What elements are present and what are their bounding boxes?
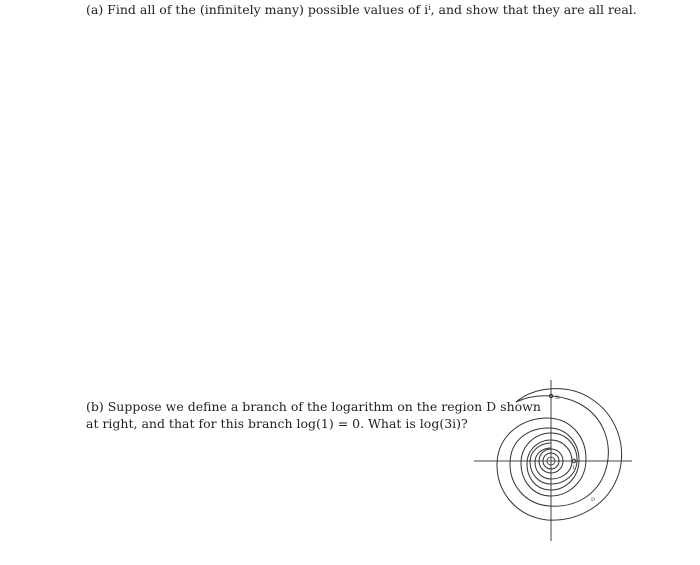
label-1: 1 — [572, 465, 576, 471]
region-d-figure — [466, 376, 636, 546]
problem-b-text — [86, 398, 541, 432]
problem-a-text: (a) Find all of the (infinitely many) possible values of iⁱ, and show that they are all real. — [86, 2, 637, 17]
spiral-outer-boundary — [497, 389, 622, 521]
problem-b-line-1: (b) Suppose we define a branch of the logarithm on the region D shown — [86, 399, 541, 414]
label-d: D — [591, 497, 596, 503]
label-3i: 3i — [555, 395, 560, 401]
problem-b-line-2: at right, and that for this branch log(1) = 0. What is log(3i)? — [86, 416, 468, 431]
spiral-inner-boundary — [510, 396, 608, 506]
